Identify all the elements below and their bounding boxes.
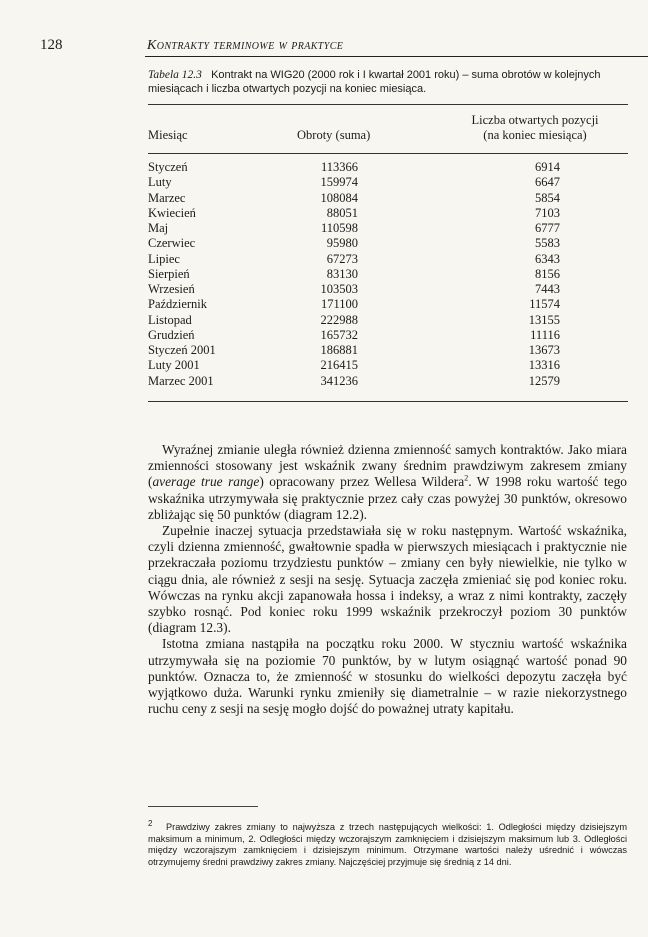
cell-open-interest: 12579 — [528, 373, 560, 388]
footnote-ref[interactable]: 2 — [464, 473, 469, 483]
cell-month: Lipiec — [148, 251, 180, 266]
cell-turnover: 222988 — [320, 312, 358, 327]
cell-month: Wrzesień — [148, 282, 195, 296]
header-open-interest-line2: (na koniec miesiąca) — [483, 128, 587, 142]
header-rule — [145, 56, 648, 57]
footnote-mark: 2 — [148, 818, 153, 828]
table-row — [148, 191, 628, 206]
footnote-text: Prawdziwy zakres zmiany to najwyższa z trzech następujących wielkości: 1. Odległości między dzisiejszym maksimum a minimum, 2. Odległości między wczorajszym zamknięciem i dzisiejszym maksimum lub 3. Odległości między wczorajszym zamknięciem i dzisiejszym minimum. Otrzymane wartości należy uśrednić i wówczas otrzymujemy średni prawdziwy zakres zmiany. Najczęściej przyjmuje się średnią z 14 dni. — [148, 822, 627, 867]
cell-month: Styczeń — [148, 160, 188, 174]
cell-month: Kwiecień — [148, 205, 196, 220]
table-row — [148, 328, 628, 343]
cell-month: Marzec 2001 — [148, 373, 214, 388]
table-row — [148, 236, 628, 251]
cell-open-interest: 5854 — [535, 190, 560, 205]
table-row — [148, 358, 628, 373]
cell-month: Styczeń 2001 — [148, 343, 216, 357]
italic-term: average true range — [152, 474, 260, 490]
header-open-interest — [440, 113, 630, 143]
footnote — [148, 818, 627, 868]
paragraph-2: Zupełnie inaczej sytuacja przedstawiała się w roku następnym. Wartość wskaźnika, czyli dzienna zmienność, gwałtownie spadła w pierwszych miesiącach i praktycznie nie przekraczała poziomu trzydziestu punktów – zmiany cen były niewielkie, nie tylko w ciągu dnia, ale również z sesji na sesję. Sytuacja zaczęła zmieniać się pod koniec roku. Wówczas na rynku akcji zapanowała hossa i indeksy, a wraz z nimi kontrakty, zaczęły szybko rosnąć. Pod koniec roku 1999 wskaźnik przekroczył poziom 30 punktów (diagram 12.3). — [148, 523, 627, 636]
cell-open-interest: 8156 — [535, 266, 560, 281]
cell-month: Listopad — [148, 312, 192, 327]
cell-turnover: 108084 — [320, 190, 358, 205]
cell-turnover: 159974 — [320, 175, 358, 190]
table-caption — [148, 68, 628, 96]
cell-month: Sierpień — [148, 266, 190, 281]
body-text — [148, 442, 627, 717]
page-header — [40, 37, 630, 57]
cell-open-interest: 7443 — [535, 282, 560, 296]
cell-open-interest: 7103 — [535, 205, 560, 220]
table-top-rule — [148, 104, 628, 105]
table-row — [148, 297, 628, 312]
cell-turnover: 88051 — [326, 205, 358, 220]
cell-open-interest: 6914 — [535, 160, 560, 174]
table-row — [148, 221, 628, 236]
footnote-rule — [148, 806, 258, 807]
table-row — [148, 206, 628, 221]
cell-month: Czerwiec — [148, 236, 196, 251]
cell-open-interest: 11574 — [529, 297, 560, 312]
cell-open-interest: 13155 — [528, 312, 560, 327]
table-label: Tabela 12.3 — [148, 69, 202, 81]
cell-open-interest: 13673 — [528, 343, 560, 357]
cell-turnover: 110598 — [320, 221, 358, 235]
cell-month: Maj — [148, 221, 169, 235]
cell-turnover: 165732 — [320, 327, 358, 342]
header-turnover: Obroty (suma) — [297, 128, 371, 142]
header-open-interest-line1: Liczba otwartych pozycji — [471, 113, 599, 127]
cell-open-interest: 11116 — [530, 327, 560, 342]
table-row — [148, 343, 628, 358]
cell-open-interest: 5583 — [535, 236, 560, 251]
table-row — [148, 160, 628, 175]
cell-month: Luty — [148, 175, 172, 190]
header-month: Miesiąc — [148, 128, 188, 142]
cell-open-interest: 6647 — [535, 175, 560, 190]
cell-month: Grudzień — [148, 327, 195, 342]
table-header-rule — [148, 153, 628, 154]
table-body — [148, 160, 628, 389]
table-row — [148, 282, 628, 297]
page-number: 128 — [40, 37, 63, 53]
cell-turnover: 95980 — [326, 236, 358, 251]
cell-turnover: 67273 — [326, 251, 358, 266]
cell-turnover: 103503 — [320, 282, 358, 296]
table-row — [148, 175, 628, 190]
cell-turnover: 341236 — [320, 373, 358, 388]
table-bottom-rule — [148, 401, 628, 402]
table-row — [148, 252, 628, 267]
cell-month: Październik — [148, 297, 208, 312]
table-row — [148, 267, 628, 282]
cell-turnover: 186881 — [320, 343, 358, 357]
cell-month: Marzec — [148, 190, 186, 205]
cell-open-interest: 6343 — [535, 251, 560, 266]
cell-open-interest: 6777 — [535, 221, 560, 235]
table-row — [148, 374, 628, 389]
paragraph-1: Wyraźnej zmianie uległa również dzienna zmienność samych kontraktów. Jako miara zmienności stosowany jest wskaźnik zwany średnim prawdziwym zakresem zmiany (average true range) opracowany przez Wellesa Wildera$^2$. W 1998 roku wartość tego wskaźnika utrzymywała się praktycznie przez cały czas powyżej 30 punktów, okresowo zbliżając się 50 punktów (diagram 12.2). — [148, 442, 627, 522]
cell-turnover: 216415 — [320, 358, 358, 373]
table-row — [148, 313, 628, 328]
table-caption-text: Kontrakt na WIG20 (2000 rok i I kwartał 2001 roku) – suma obrotów w kolejnych miesiącach i liczba otwartych pozycji na koniec miesiąca. — [148, 69, 601, 95]
cell-turnover: 83130 — [326, 266, 358, 281]
cell-open-interest: 13316 — [528, 358, 560, 373]
cell-month: Luty 2001 — [148, 358, 200, 373]
cell-turnover: 113366 — [320, 160, 358, 174]
running-title: Kontrakty terminowe w praktyce — [147, 38, 344, 53]
paragraph-3: Istotna zmiana nastąpiła na początku roku 2000. W styczniu wartość wskaźnika utrzymywała się na poziomie 70 punktów, by w lutym osiągnąć wartość ponad 90 punktów. Oznacza to, że zmienność w stosunku do wielkości depozytu zaczęła być wyjątkowo duża. Warunki rynku zmieniły się diametralnie – w razie niekorzystnego ruchu ceny z sesji na sesję mogło dojść do poważnej utraty kapitału. — [148, 636, 627, 717]
cell-turnover: 171100 — [320, 297, 358, 312]
